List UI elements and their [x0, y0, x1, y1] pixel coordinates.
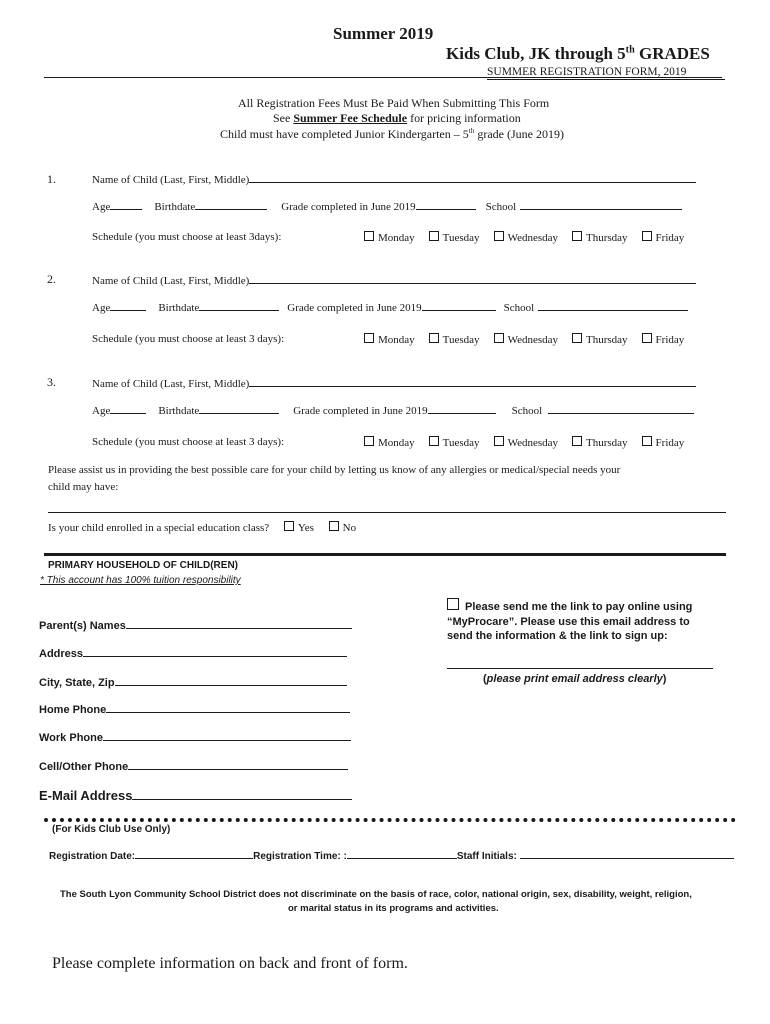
special-ed-no[interactable]: No — [329, 522, 356, 534]
print-email-note: (please print email address clearly) — [483, 673, 667, 685]
form-title-text: Kids Club, JK through 5 — [446, 44, 626, 63]
cell-phone-row — [39, 758, 348, 773]
notice-fees: All Registration Fees Must Be Paid When Submitting This Form — [238, 96, 550, 110]
online-email-line[interactable] — [447, 668, 713, 669]
reg-date-field[interactable] — [135, 848, 253, 859]
checkbox-icon[interactable] — [364, 436, 374, 446]
cell-phone-field[interactable] — [128, 758, 348, 770]
age-field[interactable] — [110, 198, 142, 210]
allergy-answer-line[interactable] — [48, 512, 726, 513]
form-subtitle: SUMMER REGISTRATION FORM, 2019 — [487, 66, 687, 78]
child-name-label: Name of Child (Last, First, Middle) — [92, 275, 250, 287]
checkbox-icon[interactable] — [494, 231, 504, 241]
home-phone-row — [39, 701, 350, 716]
parents-label: Parent(s) Names — [39, 620, 126, 632]
checkbox-icon[interactable] — [429, 231, 439, 241]
birthdate-label: Birthdate — [158, 302, 200, 314]
reg-time-field[interactable] — [347, 848, 457, 859]
birthdate-field[interactable] — [199, 299, 279, 311]
birthdate-label: Birthdate — [154, 201, 196, 213]
nondiscrimination-line1: The South Lyon Community School District does not discriminate on the basis of race, color, national origin, sex, disability, weight, religion, — [60, 889, 692, 900]
child-details-row — [92, 198, 682, 213]
child-details-row — [92, 299, 688, 314]
child-name-field[interactable] — [249, 375, 696, 387]
birthdate-label: Birthdate — [158, 405, 200, 417]
grade-field[interactable] — [416, 198, 476, 210]
office-dotted-rule — [44, 818, 736, 822]
form-title — [446, 44, 710, 64]
day-friday[interactable]: Friday — [642, 437, 685, 449]
email-field[interactable] — [132, 787, 352, 800]
child-name-label: Name of Child (Last, First, Middle) — [92, 174, 250, 186]
online-pay-line2: “MyProcare”. Please use this email address to — [447, 616, 690, 628]
online-pay-line1: Please send me the link to pay online using — [465, 601, 693, 613]
email-row — [39, 787, 352, 803]
checkbox-icon[interactable] — [642, 436, 652, 446]
day-thursday[interactable]: Thursday — [572, 334, 628, 346]
parents-field[interactable] — [126, 617, 352, 629]
child-name-field[interactable] — [249, 171, 696, 183]
notice-schedule-pre: See — [273, 111, 294, 125]
home-phone-field[interactable] — [106, 701, 350, 713]
grade-label: Grade completed in June 2019 — [287, 302, 422, 314]
day-thursday[interactable]: Thursday — [572, 437, 628, 449]
allergy-prompt-cont: child may have: — [48, 481, 119, 493]
schedule-label: Schedule (you must choose at least 3 days): — [92, 333, 285, 345]
day-wednesday[interactable]: Wednesday — [494, 334, 558, 346]
age-label: Age — [92, 201, 111, 213]
form-title-sup: th — [625, 44, 635, 56]
household-heading: PRIMARY HOUSEHOLD OF CHILD(REN) — [48, 560, 238, 571]
notice-schedule — [273, 111, 521, 126]
child-number: 2. — [47, 272, 56, 286]
address-row — [39, 645, 347, 660]
nondiscrimination-line2: or marital status in its programs and activities. — [288, 903, 499, 914]
staff-initials-field[interactable] — [520, 848, 734, 859]
school-field[interactable] — [520, 198, 682, 210]
child-name-row — [92, 375, 696, 390]
checkbox-icon[interactable] — [429, 436, 439, 446]
notice-grade-sup: th — [468, 127, 475, 135]
child-details-row — [92, 402, 694, 417]
household-note: * This account has 100% tuition responsibility — [40, 575, 241, 586]
notice-grade-post: grade (June 2019) — [474, 127, 564, 141]
checkbox-icon[interactable] — [494, 436, 504, 446]
office-row — [49, 848, 734, 862]
child-name-row — [92, 171, 696, 186]
checkbox-icon[interactable] — [572, 333, 582, 343]
day-checkboxes — [364, 436, 684, 449]
day-monday[interactable]: Monday — [364, 232, 415, 244]
day-friday[interactable]: Friday — [642, 334, 685, 346]
special-ed-question: Is your child enrolled in a special education class? — [48, 522, 270, 534]
grade-label: Grade completed in June 2019 — [293, 405, 428, 417]
checkbox-icon[interactable] — [642, 333, 652, 343]
online-pay-line3: send the information & the link to sign up: — [447, 630, 668, 642]
day-monday[interactable]: Monday — [364, 437, 415, 449]
birthdate-field[interactable] — [199, 402, 279, 414]
notice-grade-req — [220, 127, 564, 142]
checkbox-icon[interactable] — [329, 521, 339, 531]
form-title-year: Summer 2019 — [333, 24, 434, 43]
child-name-row — [92, 272, 696, 287]
office-heading: (For Kids Club Use Only) — [52, 824, 171, 835]
work-phone-row — [39, 729, 351, 744]
day-tuesday[interactable]: Tuesday — [429, 437, 480, 449]
school-label: School — [485, 201, 517, 213]
cell-phone-label: Cell/Other Phone — [39, 761, 129, 773]
email-label: E-Mail Address — [39, 788, 133, 803]
grade-field[interactable] — [422, 299, 496, 311]
checkbox-icon[interactable] — [364, 333, 374, 343]
checkbox-icon[interactable] — [284, 521, 294, 531]
notice-grade-pre: Child must have completed Junior Kindergarten – 5 — [220, 127, 469, 141]
household-top-rule — [44, 553, 726, 556]
online-pay-option — [447, 598, 692, 613]
address-label: Address — [39, 648, 84, 660]
allergy-prompt: Please assist us in providing the best possible care for your child by letting us know of any allergies or medical/special needs your — [48, 464, 621, 476]
school-field[interactable] — [538, 299, 688, 311]
child-name-field[interactable] — [249, 272, 696, 284]
checkbox-icon[interactable] — [572, 436, 582, 446]
schedule-label: Schedule (you must choose at least 3days): — [92, 231, 282, 243]
day-checkboxes — [364, 231, 684, 244]
school-label: School — [511, 405, 543, 417]
age-field[interactable] — [110, 402, 146, 414]
subtitle-underline — [487, 79, 725, 80]
address-field[interactable] — [83, 645, 347, 657]
day-friday[interactable]: Friday — [642, 232, 685, 244]
city-field[interactable] — [115, 674, 347, 686]
city-label: City, State, Zip — [39, 677, 115, 689]
checkbox-icon[interactable] — [494, 333, 504, 343]
staff-initials-label: Staff Initials: — [456, 851, 517, 862]
online-pay-checkbox[interactable] — [447, 598, 459, 610]
special-ed-row — [48, 521, 356, 534]
school-label: School — [503, 302, 535, 314]
age-field[interactable] — [110, 299, 146, 311]
work-phone-label: Work Phone — [39, 732, 103, 744]
age-label: Age — [92, 405, 111, 417]
day-thursday[interactable]: Thursday — [572, 232, 628, 244]
schedule-label: Schedule (you must choose at least 3 days): — [92, 436, 285, 448]
grade-field[interactable] — [428, 402, 496, 414]
school-field[interactable] — [548, 402, 694, 414]
day-wednesday[interactable]: Wednesday — [494, 437, 558, 449]
checkbox-icon[interactable] — [364, 231, 374, 241]
day-checkboxes — [364, 333, 684, 346]
age-label: Age — [92, 302, 111, 314]
work-phone-field[interactable] — [103, 729, 351, 741]
checkbox-icon[interactable] — [642, 231, 652, 241]
birthdate-field[interactable] — [195, 198, 267, 210]
special-ed-yes[interactable]: Yes — [284, 522, 314, 534]
day-tuesday[interactable]: Tuesday — [429, 232, 480, 244]
child-number: 1. — [47, 172, 56, 186]
home-phone-label: Home Phone — [39, 704, 107, 716]
day-wednesday[interactable]: Wednesday — [494, 232, 558, 244]
checkbox-icon[interactable] — [429, 333, 439, 343]
parents-row — [39, 617, 352, 632]
notice-schedule-post: for pricing information — [407, 111, 521, 125]
city-row — [39, 674, 347, 689]
grade-label: Grade completed in June 2019 — [281, 201, 416, 213]
complete-both-sides-note: Please complete information on back and front of form. — [52, 955, 408, 972]
fee-schedule-link[interactable]: Summer Fee Schedule — [293, 111, 408, 125]
child-name-label: Name of Child (Last, First, Middle) — [92, 378, 250, 390]
reg-time-label: Registration Time: : — [253, 851, 347, 862]
day-tuesday[interactable]: Tuesday — [429, 334, 480, 346]
child-number: 3. — [47, 375, 56, 389]
checkbox-icon[interactable] — [572, 231, 582, 241]
form-title-grades: GRADES — [634, 44, 710, 63]
reg-date-label: Registration Date: — [49, 851, 136, 862]
day-monday[interactable]: Monday — [364, 334, 415, 346]
